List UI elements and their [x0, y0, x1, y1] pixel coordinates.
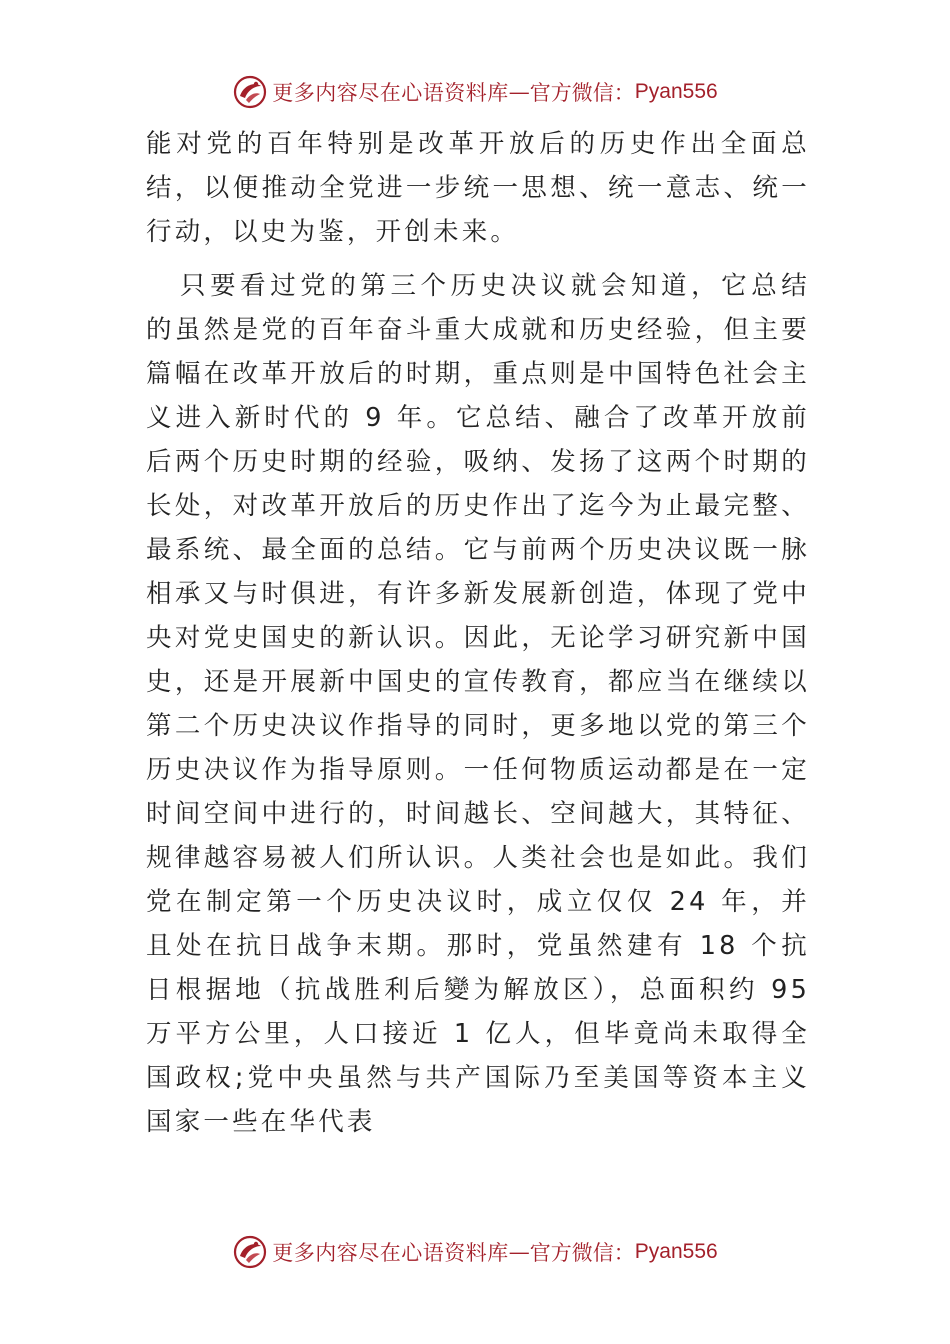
page-footer [0, 1232, 950, 1272]
header-contact-id: Pyan556 [634, 80, 718, 103]
brand-logo-icon [232, 74, 268, 110]
header-contact-label: 官方微信： [529, 81, 635, 105]
footer-contact-id: Pyan556 [634, 1240, 718, 1263]
header-separator: — [508, 80, 530, 104]
page-header [0, 72, 950, 112]
brand-logo-icon [232, 1234, 268, 1270]
footer-brand-text: 更多内容尽在心语资料库 [272, 1241, 509, 1265]
document-body [146, 122, 810, 1154]
paragraph-1: 能对党的百年特别是改革开放后的历史作出全面总结，以便推动全党进一步统一思想、统一意志、统一行动，以史为鉴，开创未来。 [146, 129, 810, 247]
header-brand-text: 更多内容尽在心语资料库 [272, 81, 509, 105]
paragraph-2: 只要看过党的第三个历史决议就会知道，它总结的虽然是党的百年奋斗重大成就和历史经验，但主要篇幅在改革开放后的时期，重点则是中国特色社会主义进入新时代的 9 年。它总结、融合了改革开放前后两个历史时期的经验，吸纳、发扬了这两个时期的长处，对改革开放后的历史作出了迄今为止最完整、最系统、最全面的总结。它与前两个历史决议既一脉相承又与时俱进，有许多新发展新创造，体现了党中央对党史国史的新认识。因此，无论学习研究新中国史，还是开展新中国史的宣传教育，都应当在继续以第二个历史决议作指导的同时，更多地以党的第三个历史决议作为指导原则。一任何物质运动都是在一定时间空间中进行的，时间越长、空间越大，其特征、规律越容易被人们所认识。人类社会也是如此。我们党在制定第一个历史决议时，成立仅仅 24 年，并且处在抗日战争末期。那时，党虽然建有 18 个抗日根据地（抗战胜利后變为解放区），总面积约 95 万平方公里，人口接近 1 亿人，但毕竟尚未取得全国政权;党中央虽然与共产国际乃至美国等资本主义国家一些在华代表 [146, 271, 810, 1137]
footer-separator: — [508, 1240, 530, 1264]
footer-contact-label: 官方微信： [529, 1241, 635, 1265]
